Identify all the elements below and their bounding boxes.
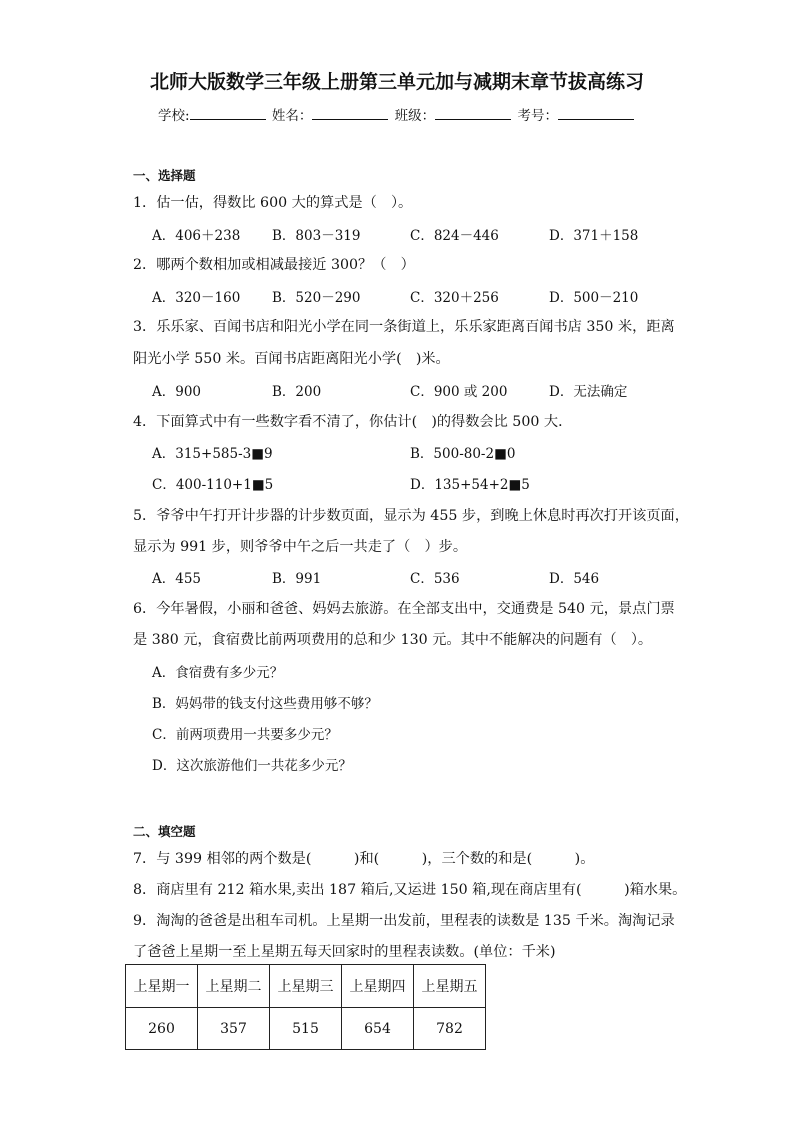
table-header-cell: 上星期二 — [198, 965, 270, 1008]
school-label: 学校: — [158, 108, 190, 124]
name-label: 姓名： — [271, 108, 313, 124]
q5-option-b: B．991 — [272, 571, 322, 587]
question-6-line-2: 是 380 元，食宿费比前两项费用的总和少 130 元。其中不能解决的问题有（ ）。 — [133, 632, 653, 648]
q3-option-c: C．900 或 200 — [410, 384, 508, 400]
q2-option-c: C．320＋256 — [410, 290, 499, 306]
q6-option-b: B．妈妈带的钱支付这些费用够不够？ — [152, 696, 378, 712]
q2-option-d: D．500－210 — [549, 290, 639, 306]
q4-option-a: A．315+585-3■9 — [152, 446, 273, 462]
name-blank — [312, 107, 388, 120]
question-3-line-2: 阳光小学 550 米。百闻书店距离阳光小学( )米。 — [133, 351, 450, 367]
table-header-cell: 上星期三 — [270, 965, 342, 1008]
q1-option-b: B．803－319 — [272, 228, 361, 244]
q2-option-b: B．520－290 — [272, 290, 361, 306]
table-header-cell: 上星期一 — [126, 965, 198, 1008]
q5-option-a: A．455 — [152, 571, 202, 587]
q6-option-a: A．食宿费有多少元？ — [152, 665, 284, 681]
class-blank — [435, 107, 511, 120]
number-label: 考号： — [517, 108, 558, 124]
q3-option-d: D．无法确定 — [549, 384, 628, 400]
table-header-cell: 上星期四 — [342, 965, 414, 1008]
q3-option-a: A．900 — [152, 384, 202, 400]
q6-option-c: C．前两项费用一共要多少元？ — [152, 727, 338, 743]
table-header-row — [126, 965, 486, 1008]
q5-option-d: D．546 — [549, 571, 600, 587]
student-info-line — [0, 104, 794, 124]
q5-option-c: C．536 — [410, 571, 460, 587]
question-8: 8．商店里有 212 箱水果,卖出 187 箱后,又运进 150 箱,现在商店里有( )箱水果。 — [133, 882, 687, 898]
question-3-line-1: 3．乐乐家、百闻书店和阳光小学在同一条街道上，乐乐家距离百闻书店 350 米，距离 — [133, 319, 675, 335]
question-6-line-1: 6．今年暑假，小丽和爸爸、妈妈去旅游。在全部支出中，交通费是 540 元，景点门票 — [133, 601, 675, 617]
table-cell: 782 — [414, 1008, 486, 1050]
q1-option-c: C．824－446 — [410, 228, 499, 244]
q6-option-d: D．这次旅游他们一共花多少元？ — [152, 758, 352, 774]
question-1: 1．估一估，得数比 600 大的算式是（ ）。 — [133, 195, 413, 211]
question-7: 7．与 399 相邻的两个数是( )和( )，三个数的和是( )。 — [133, 851, 595, 867]
table-header-cell: 上星期五 — [414, 965, 486, 1008]
table-cell: 260 — [126, 1008, 198, 1050]
page-title: 北师大版数学三年级上册第三单元加与减期末章节拔高练习 — [149, 71, 644, 93]
table-cell: 654 — [342, 1008, 414, 1050]
question-9-line-2: 了爸爸上星期一至上星期五每天回家时的里程表读数。(单位：千米) — [133, 944, 556, 960]
school-blank — [190, 107, 266, 120]
section-heading-fill: 二、填空题 — [133, 824, 196, 839]
odometer-table — [125, 964, 486, 1050]
q4-option-d: D．135+54+2■5 — [410, 477, 530, 493]
q3-option-b: B．200 — [272, 384, 322, 400]
q4-option-b: B．500-80-2■0 — [410, 446, 516, 462]
table-row — [126, 1008, 486, 1050]
q1-option-d: D．371＋158 — [549, 228, 639, 244]
class-label: 班级： — [394, 108, 436, 124]
number-blank — [558, 107, 634, 120]
q2-option-a: A．320－160 — [152, 290, 241, 306]
question-2: 2．哪两个数相加或相减最接近 300？（ ） — [133, 257, 415, 273]
q4-option-c: C．400-110+1■5 — [152, 477, 274, 493]
section-heading-choice: 一、选择题 — [133, 168, 196, 183]
q1-option-a: A．406＋238 — [152, 228, 241, 244]
question-5-line-1: 5．爷爷中午打开计步器的计步数页面，显示为 455 步，到晚上休息时再次打开该页面， — [133, 508, 689, 524]
question-5-line-2: 显示为 991 步，则爷爷中午之后一共走了（ ）步。 — [133, 539, 468, 555]
question-4: 4．下面算式中有一些数字看不清了，你估计( )的得数会比 500 大． — [133, 414, 573, 430]
question-9-line-1: 9．淘淘的爸爸是出租车司机。上星期一出发前，里程表的读数是 135 千米。淘淘记录 — [133, 913, 675, 929]
table-cell: 357 — [198, 1008, 270, 1050]
table-cell: 515 — [270, 1008, 342, 1050]
